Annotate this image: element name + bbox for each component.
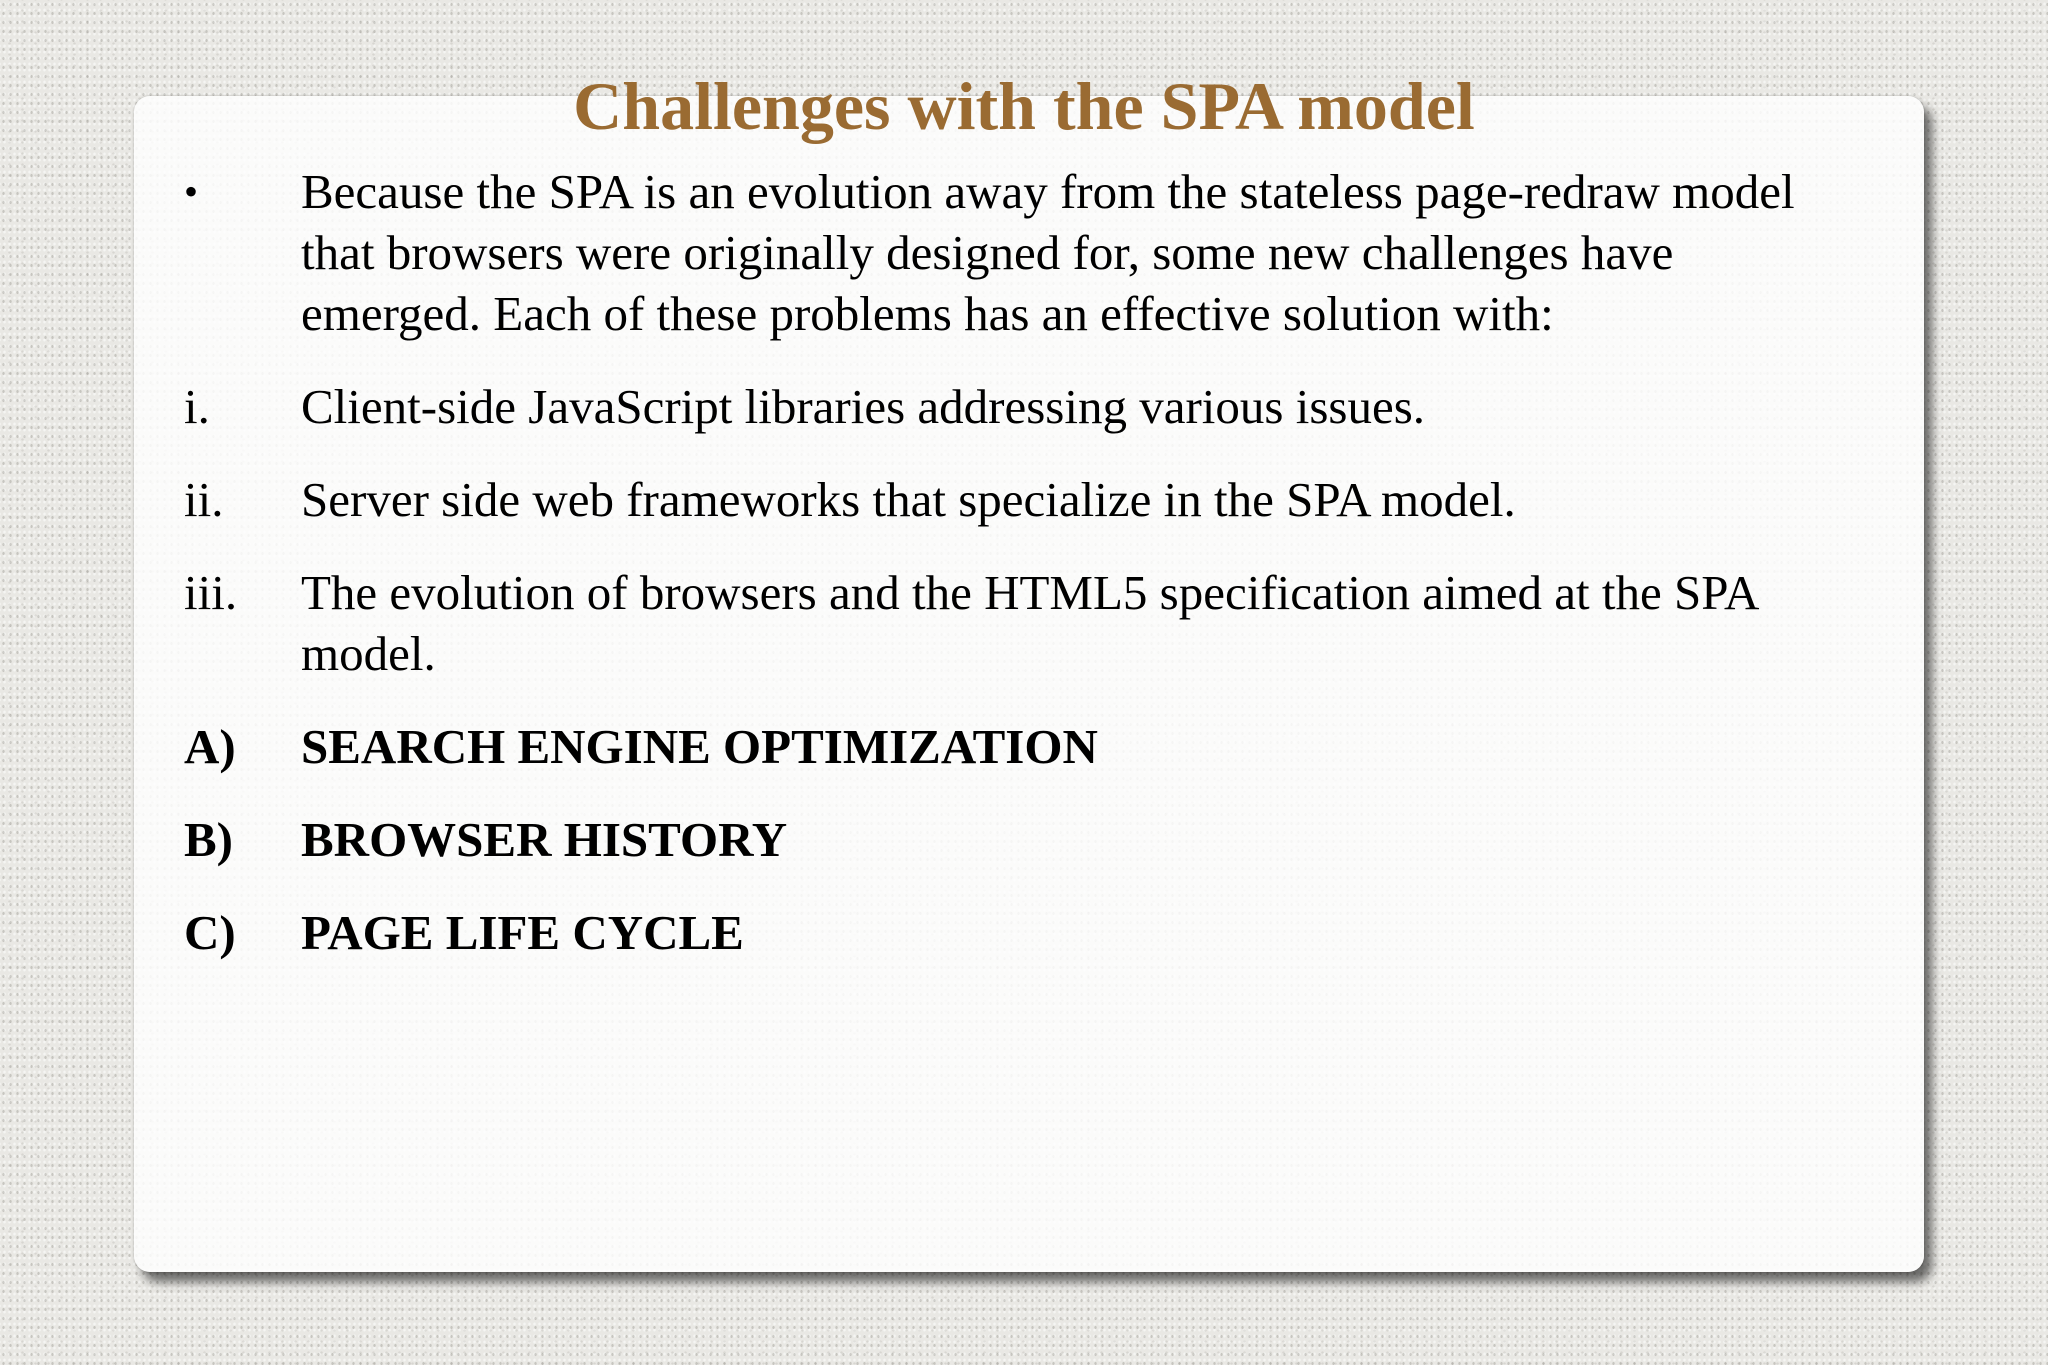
solution-text: Client-side JavaScript libraries addressing various issues. [301, 379, 1426, 434]
intro-text: Because the SPA is an evolution away from the stateless page-redraw model that browsers were originally designed for, some new challenges have emerged. Each of these problems has an effective solution with: [301, 164, 1795, 341]
challenge-item-a [184, 716, 1864, 777]
challenge-marker: C) [184, 905, 236, 960]
challenge-marker: B) [184, 812, 233, 867]
solution-text: The evolution of browsers and the HTML5 specification aimed at the SPA model. [301, 565, 1757, 681]
solution-text: Server side web frameworks that specialize in the SPA model. [301, 472, 1516, 527]
solution-item-1 [184, 376, 1864, 437]
challenge-item-b [184, 809, 1864, 870]
solution-marker: ii. [184, 472, 224, 527]
slide-title: Challenges with the SPA model [573, 68, 1475, 144]
bullet-marker: • [184, 169, 199, 214]
solution-item-2 [184, 469, 1864, 530]
challenge-text: SEARCH ENGINE OPTIMIZATION [301, 719, 1098, 774]
challenge-item-c [184, 902, 1864, 963]
solution-item-3 [184, 562, 1864, 684]
challenge-text: PAGE LIFE CYCLE [301, 905, 744, 960]
challenge-marker: A) [184, 719, 236, 774]
challenge-text: BROWSER HISTORY [301, 812, 788, 867]
solution-marker: iii. [184, 565, 238, 620]
intro-bullet [184, 161, 1864, 344]
solution-marker: i. [184, 379, 210, 434]
